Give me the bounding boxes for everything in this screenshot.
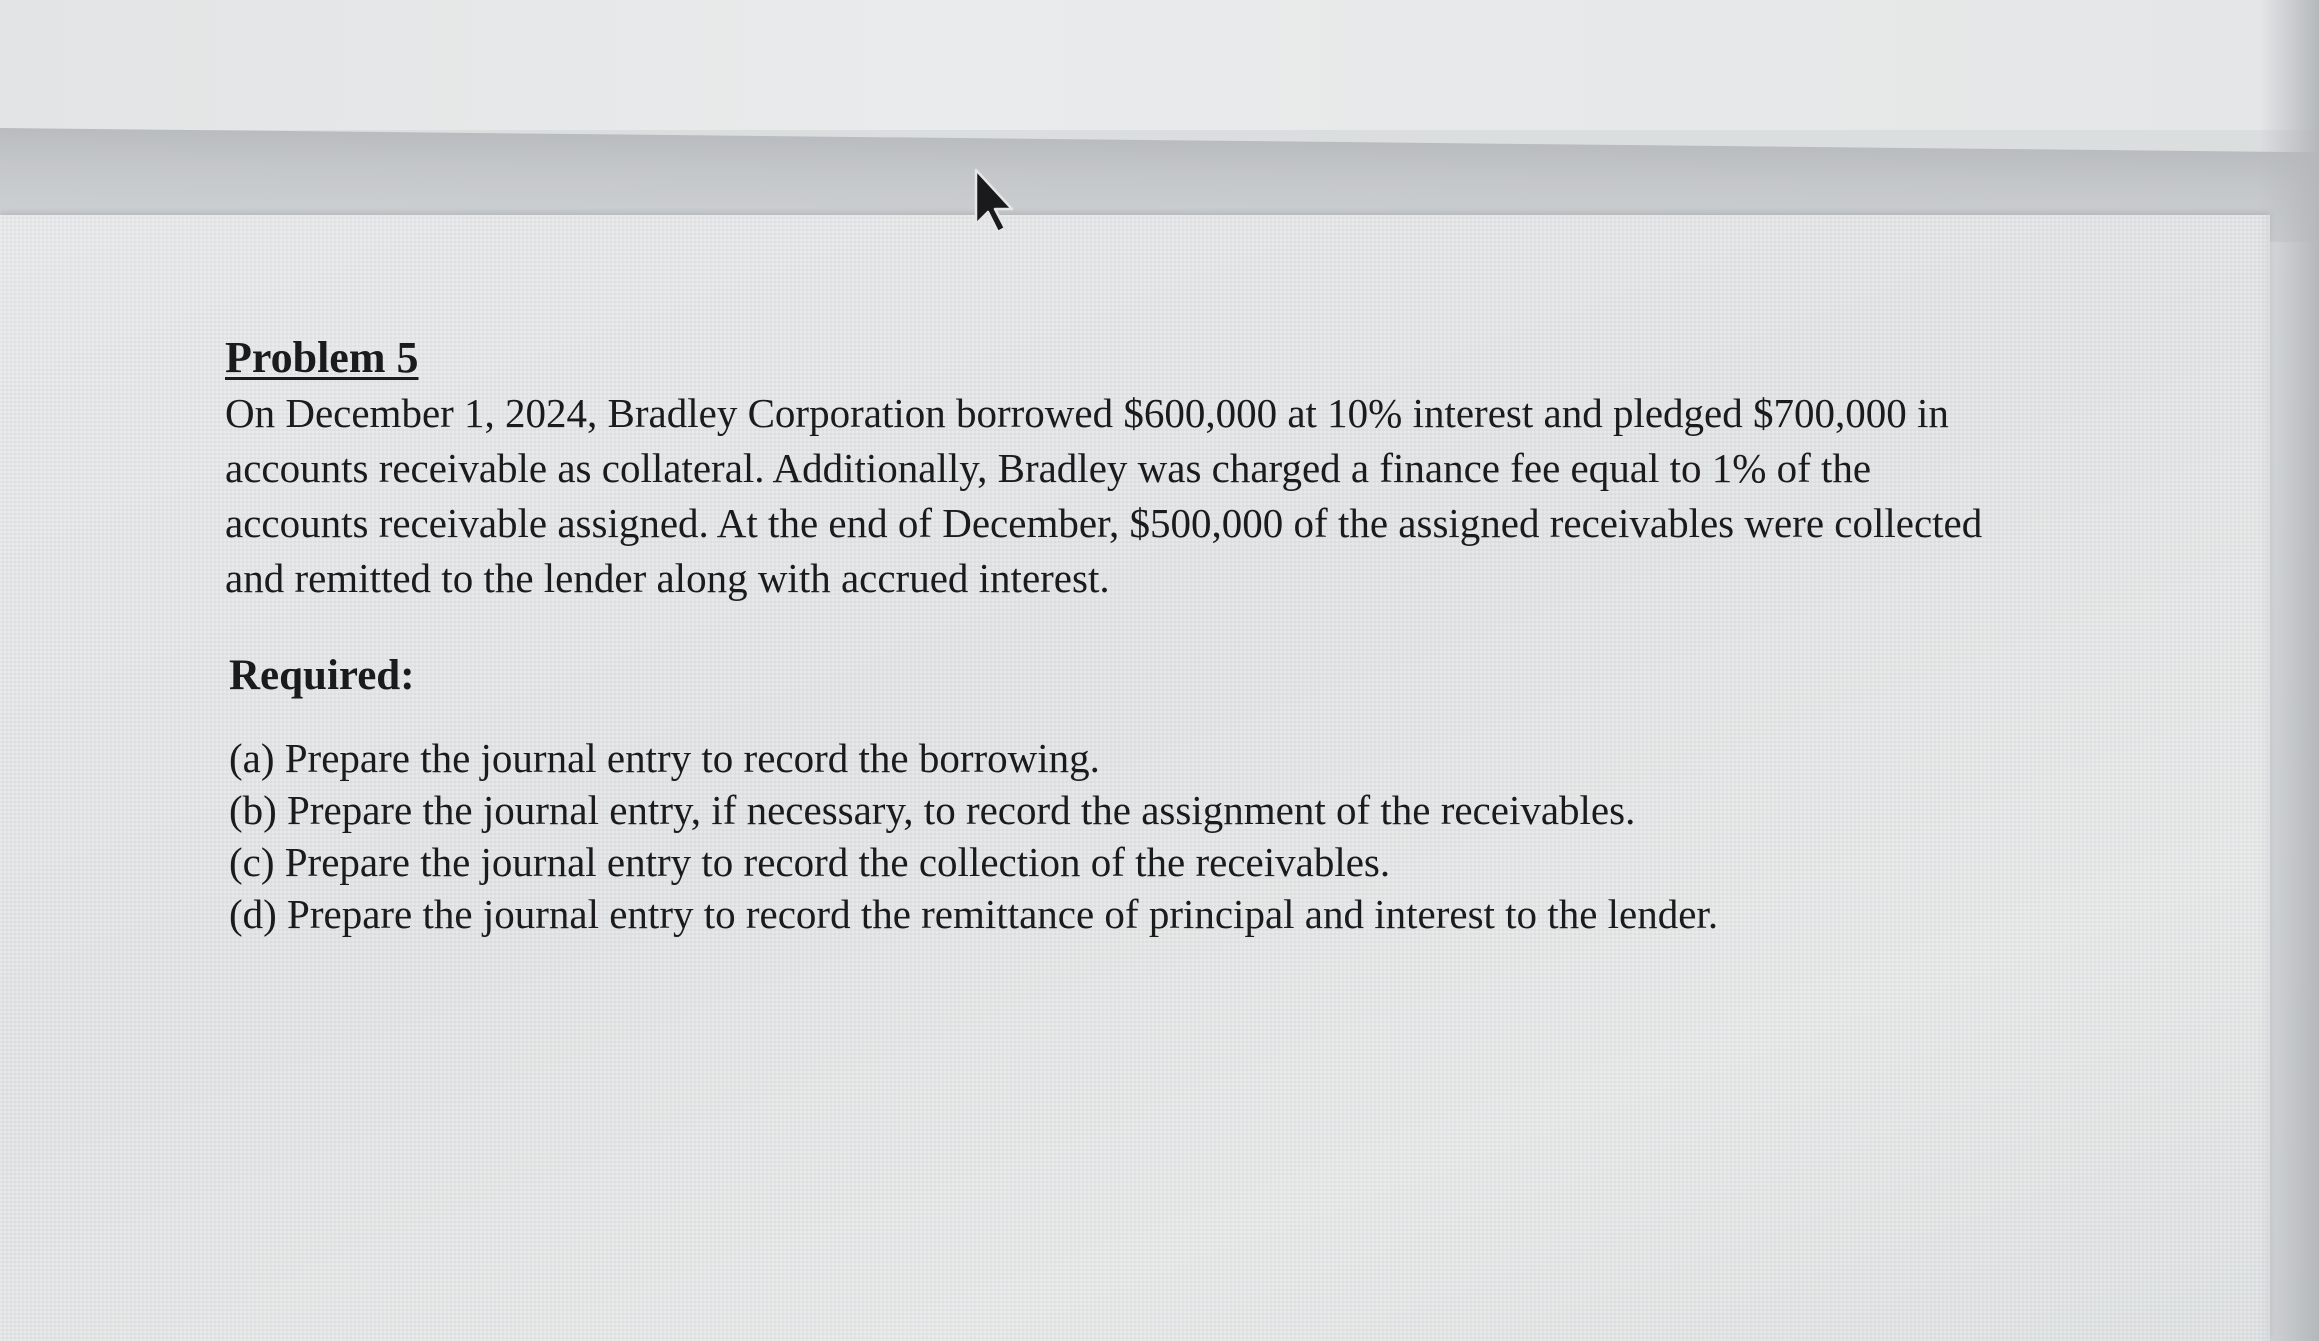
- document-content: [225, 330, 2025, 940]
- problem-title: Problem 5: [225, 333, 419, 382]
- required-heading: Required:: [229, 652, 415, 699]
- required-item-d: (d) Prepare the journal entry to record the remittance of principal and interest to the lender.: [229, 891, 1719, 937]
- required-item-a: (a) Prepare the journal entry to record the borrowing.: [229, 735, 1100, 781]
- screen-edge-shadow: [2259, 0, 2319, 1341]
- required-item-b: (b) Prepare the journal entry, if necessary, to record the assignment of the receivables.: [229, 787, 1636, 833]
- required-item-c: (c) Prepare the journal entry to record the collection of the receivables.: [229, 839, 1391, 885]
- required-list: [225, 732, 2025, 940]
- mouse-pointer-icon: [972, 168, 1016, 236]
- problem-body: On December 1, 2024, Bradley Corporation borrowed $600,000 at 10% interest and pledged $700,000 in accounts receivable as collateral. Additionally, Bradley was charged a finance fee equal to 1% of the accounts receivable assigned. At the end of December, $500,000 of the assigned receivables were collected and remitted to the lender along with accrued interest.: [225, 390, 1983, 601]
- document-page: [0, 215, 2270, 1341]
- previous-page-strip: [0, 0, 2319, 130]
